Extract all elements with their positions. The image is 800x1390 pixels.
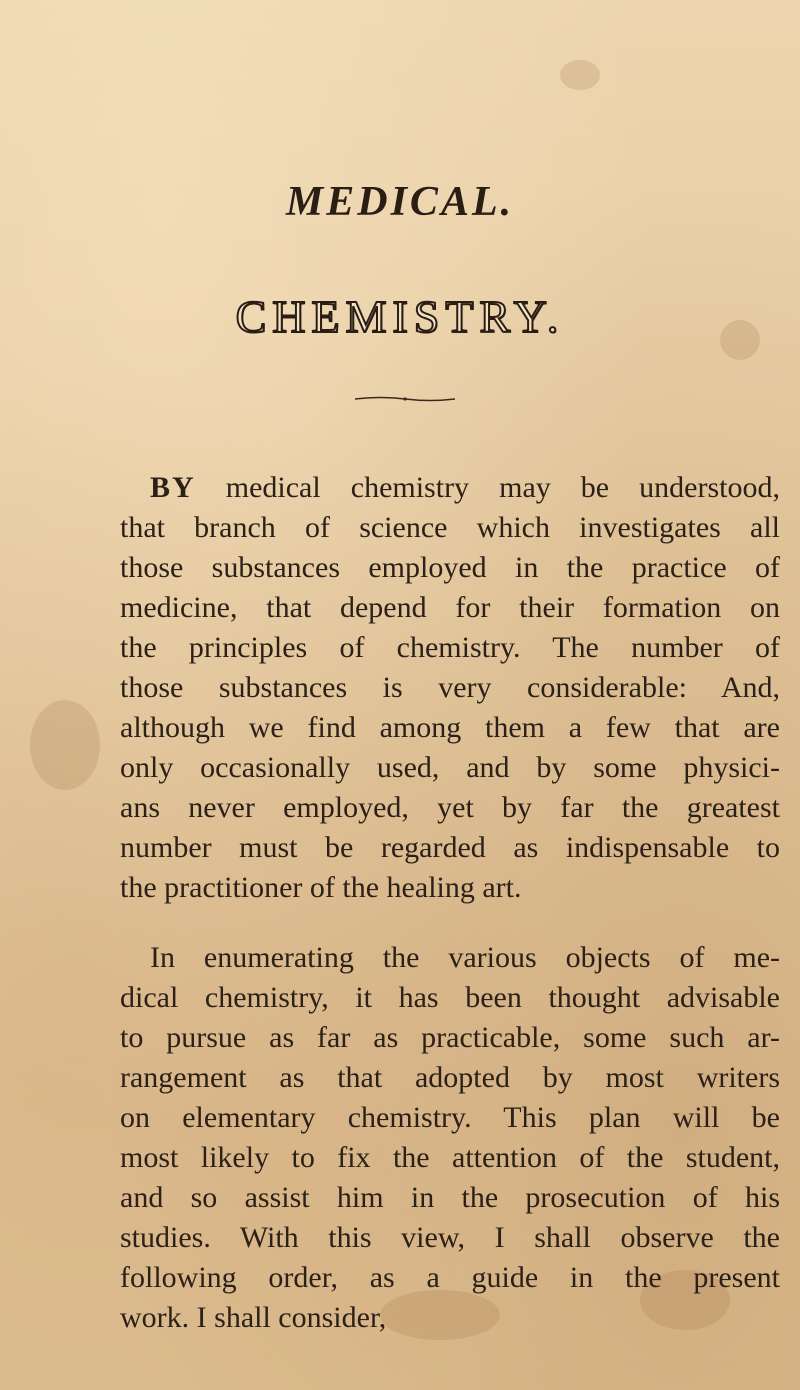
paragraph-first-line: In enumerating the various objects of me- bbox=[150, 941, 781, 974]
text-line: the practitioner of the healing art. bbox=[120, 871, 522, 904]
text-line: to pursue as far as practicable, some such ar- bbox=[120, 1021, 780, 1054]
text-line: following order, as a guide in the present bbox=[120, 1261, 780, 1294]
foxing-stain bbox=[560, 60, 600, 90]
text-line: although we find among them a few that are bbox=[120, 711, 780, 744]
text-line: medicine, that depend for their formation on bbox=[120, 591, 780, 624]
text-line: most likely to fix the attention of the student, bbox=[120, 1141, 780, 1174]
foxing-stain bbox=[30, 700, 100, 790]
running-title: MEDICAL. bbox=[285, 179, 515, 225]
paragraph-2 bbox=[120, 938, 780, 1338]
lead-word: BY bbox=[150, 471, 196, 504]
text-line: dical chemistry, it has been thought advisable bbox=[120, 981, 780, 1014]
text-line: those substances is very considerable: And, bbox=[120, 671, 780, 704]
body-text bbox=[120, 468, 780, 1338]
text-line: ans never employed, yet by far the greatest bbox=[120, 791, 780, 824]
text-line: number must be regarded as indispensable to bbox=[120, 831, 780, 864]
lead-word: In bbox=[150, 941, 175, 974]
text-line: on elementary chemistry. This plan will be bbox=[120, 1101, 780, 1134]
text-line: that branch of science which investigates all bbox=[120, 511, 780, 544]
text-line: the principles of chemistry. The number of bbox=[120, 631, 780, 664]
text-line: those substances employed in the practice of bbox=[120, 551, 780, 584]
text-line: rangement as that adopted by most writers bbox=[120, 1061, 780, 1094]
chapter-title: CHEMISTRY. bbox=[235, 291, 565, 342]
paragraph-1 bbox=[120, 468, 780, 908]
text-line: studies. With this view, I shall observe the bbox=[120, 1221, 780, 1254]
text-line: only occasionally used, and by some physici- bbox=[120, 751, 780, 784]
ornamental-rule bbox=[355, 396, 455, 402]
text-line: work. I shall consider, bbox=[120, 1301, 387, 1334]
text-line: and so assist him in the prosecution of his bbox=[120, 1181, 780, 1214]
paragraph-first-line: BY medical chemistry may be understood, bbox=[150, 471, 780, 504]
